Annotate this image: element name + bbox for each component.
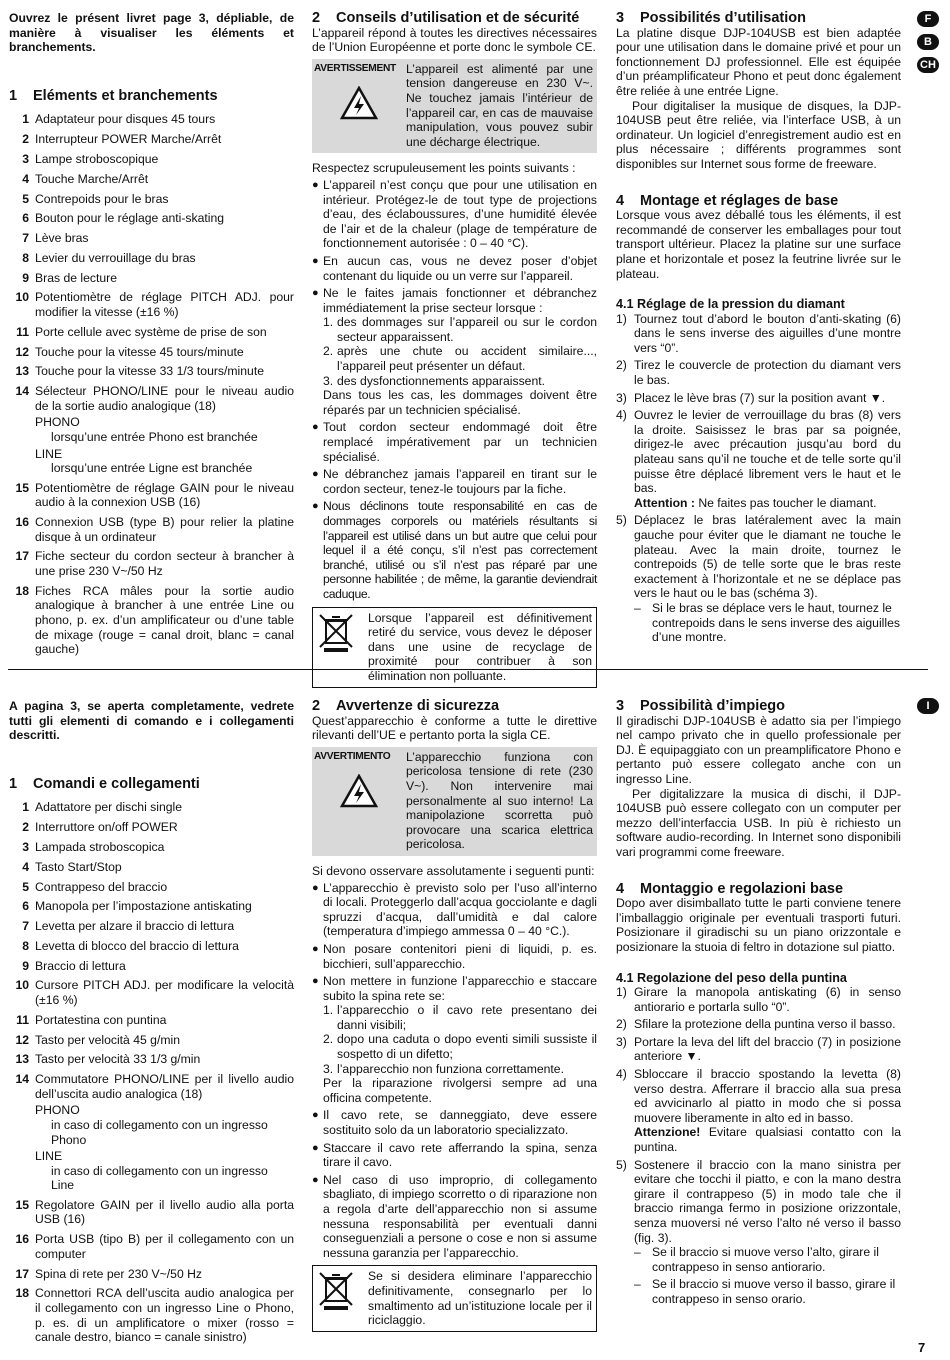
lang-badge-ch: CH	[917, 57, 939, 73]
it-intro: A pagina 3, se aperta completamente, vedrete tutti gli elementi di comando e i collegamenti descritti.	[9, 699, 294, 743]
bullet-icon: ●	[312, 975, 319, 988]
list-item: 9 Bras de lecture	[22, 270, 117, 285]
fr-s3-p2: Pour digitaliser la musique de disques, la DJP-104USB peut être reliée, via l’interface USB, à un ordinateur. Un logiciel d’enregistrement audio est en plus nécessaire ; différents programmes sont disponibles sur Internet sous forme de freeware.	[616, 98, 901, 171]
list-item: 7 Lève bras	[22, 231, 89, 246]
fr-steps	[616, 312, 901, 645]
list-item: 5 Contrappeso del braccio	[22, 879, 168, 894]
bullet-item: ● Nous déclinons toute responsabilité en cas de dommages corporels ou matériels résultants si l’appareil est utilisé dans un but autre que celui pour lequel il a été conçu, s’il n’est pas correctement branché, utilisé ou s’il n’est pas réparé par une personne habilitée ; de même, la garantie deviendrait caduque.	[312, 499, 597, 601]
list-item: 5 Contrepoids pour le bras	[22, 191, 169, 206]
list-item: 17 Fiche secteur du cordon secteur à brancher à une prise 230 V~/50 Hz	[15, 549, 294, 579]
fr-s41-heading: 4.1 Réglage de la pression du diamant	[616, 297, 845, 312]
bullet-item: ● Tout cordon secteur endommagé doit être remplacé impérativement par un technicien spécialisé.	[312, 420, 597, 464]
list-item: 1 Adaptateur pour disques 45 tours	[22, 112, 216, 127]
list-item: 6 Manopola per l’impostazione antiskating	[22, 899, 252, 914]
it-respect: Si devono osservare assolutamente i seguenti punti:	[312, 863, 595, 878]
list-item: 2 Interrupteur POWER Marche/Arrêt	[22, 132, 222, 147]
warning-text: L’apparecchio funziona con pericolosa tensione di rete (230 V~). Non intervenire mai personalmente al suo interno! La manipolazione scorretta può provocare una scarica elettrica pericolosa.	[406, 749, 593, 852]
fr-phono-desc: lorsqu’une entrée Phono est branchée	[51, 429, 258, 444]
it-column-2	[312, 699, 597, 1332]
list-item: 10 Potentiomètre de réglage PITCH ADJ. pour modifier la vitesse (±16 %)	[15, 290, 294, 319]
it-s2-intro: Quest’apparecchio è conforme a tutte le direttive rilevanti dell’UE e pertanto porta la sigla CE.	[312, 713, 597, 743]
fr-section-3-heading: 3 Possibilités d’utilisation	[616, 10, 806, 26]
step-item: 4) Sbloccare il braccio spostando la levetta (8) verso destra. Afferrare il braccio alla sua presa ed avvicinarlo al piatto in modo che si possa muovere liberamente in alto ed in basso. Attenzione! Evitare qualsiasi contatto con la puntina.	[616, 1067, 901, 1155]
it-recycle-box: Se si desidera eliminare l’apparecchio definitivamente, consegnarlo per lo smaltimento ad un’istituzione locale per il riciclaggio.	[312, 1265, 597, 1331]
step-item: 1) Tournez tout d’abord le bouton d’anti-skating (6) dans le sens inverse des aiguilles d’une montre vers “0”.	[616, 311, 901, 355]
step-item: 2) Tirez le couvercle de protection du diamant vers le bas.	[616, 358, 901, 388]
it-column-3	[616, 699, 901, 1307]
list-item: 13 Touche pour la vitesse 33 1/3 tours/minute	[15, 364, 264, 379]
list-item: 6 Bouton pour le réglage anti-skating	[22, 211, 225, 226]
list-item: 11 Portatestina con puntina	[16, 1012, 167, 1027]
bullet-icon: ●	[312, 178, 319, 191]
list-item: 8 Levetta di blocco del braccio di lettura	[22, 938, 239, 953]
fr-warning-box	[312, 59, 597, 154]
list-item: 16 Porta USB (tipo B) per il collegamento con un computer	[15, 1232, 294, 1261]
list-item: 18 Connettori RCA dell’uscita audio analogica per il collegamento con un ingresso Line o Phono, p. es. di un amplificatore o mixer (rosso = canale destro, bianco = canale sinistro)	[15, 1286, 294, 1345]
high-voltage-icon	[340, 774, 378, 808]
fr-line-desc: lorsqu’une entrée Ligne est branchée	[51, 461, 253, 476]
bullet-icon: ●	[312, 1141, 319, 1154]
list-item: 9 Braccio di lettura	[22, 958, 126, 973]
it-section-3-heading: 3 Possibilità d’impiego	[616, 698, 786, 714]
list-item: 10 Cursore PITCH ADJ. per modificare la velocità (±16 %)	[15, 978, 294, 1007]
bullet-item: ● L’appareil n’est conçu que pour une utilisation en intérieur. Protégez-le de tout type de projections d’eau, des éclaboussures, d’une humidité élevée de l’air et de la chaleur (plage de température de fonctionnement autorisée : 0 – 40 °C).	[312, 177, 597, 251]
list-item: 14 Sélecteur PHONO/LINE pour le niveau audio de la sortie audio analogique (18)	[15, 384, 294, 413]
dash-item: – Se il braccio si muove verso l’alto, girare il contrappeso in senso antiorario.	[634, 1245, 879, 1274]
section-divider	[8, 669, 928, 670]
bullet-icon: ●	[312, 881, 319, 894]
fr-s2-intro: L’appareil répond à toutes les directives nécessaires de l’Union Européenne et porte donc le symbole CE.	[312, 25, 597, 55]
it-section-1-heading: 1 Comandi e collegamenti	[9, 775, 200, 792]
bullet-icon: ●	[312, 254, 319, 267]
bullet-item: ● Ne le faites jamais fonctionner et débranchez immédiatement la prise secteur lorsque : 1. des dommages sur l’appareil ou sur le cordon secteur apparaissent. 2. après une chute ou accident similaire..., l’appareil peut présenter un défaut. 3. des dysfonctionnements apparaissent. Dans tous les cas, les dommages doivent être réparés par un technicien spécialisé.	[312, 286, 597, 417]
list-item: 17 Spina di rete per 230 V~/50 Hz	[15, 1266, 203, 1281]
lang-badge-i: I	[917, 698, 939, 714]
it-section-4-heading: 4 Montaggio e regolazioni base	[616, 880, 844, 897]
list-item: 14 Commutatore PHONO/LINE per il livello audio dell’uscita audio analogica (18)	[15, 1072, 294, 1101]
step-item: 1) Girare la manopola antiskating (6) in senso antiorario e portarla sullo “0”.	[616, 985, 901, 1014]
fr-s4-p1: Lorsque vous avez déballé tous les éléments, il est recommandé de conserver les emballages pour tout transport ultérieur. Placez la platine sur une surface plane et horizontale et posez la feutrine livrée sur le plateau.	[616, 208, 901, 281]
fr-column-3	[616, 11, 901, 645]
fr-column-1	[9, 11, 294, 662]
fr-section-2-heading: 2 Conseils d’utilisation et de sécurité	[312, 10, 580, 26]
bullet-item: ● Non posare contenitori pieni di liquidi, p. es. bicchieri, sull’apparecchio.	[312, 941, 597, 971]
list-item: 13 Tasto per velocità 33 1/3 g/min	[15, 1052, 201, 1067]
list-item: 1 Adattatore per dischi single	[22, 800, 183, 815]
warning-text: L’appareil est alimenté par une tension dangereuse en 230 V~. Ne touchez jamais l’intérieur de l’appareil car, en cas de mauvaise manipulation, vous pouvez subir une décharge électrique.	[406, 61, 593, 149]
fr-recycle-box: Lorsque l’appareil est définitivement retiré du service, vous devez le déposer dans une usine de recyclage de proximité pour contribuer à son élimination non polluante.	[312, 607, 597, 688]
page-number: 7	[918, 1340, 926, 1355]
it-line-label: LINE	[35, 1149, 63, 1164]
dash-item: – Si le bras se déplace vers le haut, tournez le contrepoids dans le sens inverse des aiguilles d’une montre.	[634, 600, 900, 645]
list-item: 4 Tasto Start/Stop	[22, 859, 122, 874]
fr-phono-label: PHONO	[35, 415, 80, 430]
list-item: 8 Levier du verrouillage du bras	[22, 250, 196, 265]
fr-line-label: LINE	[35, 446, 63, 461]
list-item: 3 Lampada stroboscopica	[22, 839, 165, 854]
bullet-item: ● Nel caso di uso improprio, di collegamento sbagliato, di impiego scorretto o di riparazione non a regola d’arte dell’apparecchio non si assume nessuna responsabilità per eventuali danni conseguenziali a persone o cose e non si assume nessuna garanzia per l’apparecchio.	[312, 1172, 597, 1260]
step-item: 3) Portare la leva del lift del braccio (7) in posizione anteriore ▼.	[616, 1034, 901, 1064]
it-phono-desc: in caso di collegamento con un ingresso Phono	[51, 1117, 268, 1147]
it-phono-label: PHONO	[35, 1103, 80, 1118]
bullet-item: ● En aucun cas, vous ne devez poser d’objet contenant du liquide ou un verre sur l’appareil.	[312, 253, 597, 283]
list-item: 4 Touche Marche/Arrêt	[22, 171, 149, 186]
list-item: 16 Connexion USB (type B) pour relier la platine disque à un ordinateur	[15, 515, 294, 544]
bullet-item: ● Non mettere in funzione l’apparecchio e staccare subito la spina rete se: 1. l’apparecchio o il cavo rete presentano dei danni visibili; 2. dopo una caduta o dopo eventi simili sussiste il sospetto di un difetto; 3. l’apparecchio non funziona correttamente. Per la riparazione rivolgersi sempre ad una officina competente.	[312, 974, 597, 1105]
recycle-bin-icon	[316, 1269, 368, 1327]
list-item: 2 Interruttore on/off POWER	[22, 820, 178, 835]
fr-section-4-heading: 4 Montage et réglages de base	[616, 192, 839, 209]
warning-label: AVVERTIMENTO	[314, 750, 406, 852]
list-item: 12 Tasto per velocità 45 g/min	[15, 1032, 180, 1047]
bullet-item: ● Ne débranchez jamais l’appareil en tirant sur le cordon secteur, tenez-le toujours par la fiche.	[312, 467, 597, 496]
it-s3-p1: Il giradischi DJP-104USB è adatto sia per l’impiego nel campo privato che in quello professionale per DJ. È equipaggiato con un preamplificatore Phono e pertanto può essere collegato anche con un ingresso Line.	[616, 713, 901, 786]
bullet-icon: ●	[312, 287, 319, 300]
it-s41-heading: 4.1 Regolazione del peso della puntina	[616, 970, 847, 985]
bullet-icon: ●	[312, 942, 319, 955]
bullet-item: ● Staccare il cavo rete afferrando la spina, senza tirare il cavo.	[312, 1140, 597, 1170]
list-item: 11 Porte cellule avec système de prise de son	[16, 324, 267, 339]
lang-badge-f: F	[917, 11, 939, 27]
it-s3-p2: Per digitalizzare la musica di dischi, il DJP-104USB può essere collegato con un computer per mezzo dell’interfaccia USB. In più è richiesto un software audio-recording. In Internet sono disponibili vari programmi come freeware.	[616, 786, 901, 859]
fr-s3-p1: La platine disque DJP-104USB est bien adaptée pour une utilisation dans le domaine privé et pour un fonctionnement DJ professionnel. Elle est équipée d’un préamplificateur Phono et peut donc également être reliée à une entrée Ligne.	[616, 25, 901, 98]
bullet-icon: ●	[312, 1109, 319, 1122]
list-item: 18 Fiches RCA mâles pour la sortie audio analogique à brancher à une entrée Line ou phono, p. ex. d’un amplificateur ou d’une table de mixage (rouge = canal droit, blanc = canal gauche)	[15, 583, 294, 657]
list-item: 12 Touche pour la vitesse 45 tours/minute	[15, 344, 244, 359]
step-item: 3) Placez le lève bras (7) sur la position avant ▼.	[616, 390, 886, 405]
list-item: 7 Levetta per alzare il braccio di lettura	[22, 919, 235, 934]
it-warning-box	[312, 747, 597, 856]
step-item: 5) Déplacez le bras latéralement avec la main gauche pour éviter que le diamant ne touche le plateau. Avec la main droite, tournez le contrepoids (5) de telle sorte que le bras reste exactement à l’horizontale et ne se déplace pas vers le haut ou le bas (schéma 3).	[616, 513, 901, 601]
bullet-icon: ●	[312, 1173, 319, 1186]
it-section-2-heading: 2 Avvertenze di sicurezza	[312, 698, 500, 714]
it-column-1	[9, 699, 294, 1350]
list-item: 3 Lampe stroboscopique	[22, 151, 159, 166]
it-line-desc: in caso di collegamento con un ingresso Line	[51, 1163, 268, 1193]
step-item: 2) Sfilare la protezione della puntina verso il basso.	[616, 1017, 896, 1032]
fr-respect: Respectez scrupuleusement les points suivants :	[312, 161, 576, 176]
bullet-icon: ●	[312, 500, 319, 513]
dash-item: – Se il braccio si muove verso il basso, girare il contrappeso in senso orario.	[634, 1277, 896, 1306]
list-item: 15 Regolatore GAIN per il livello audio alla porta USB (16)	[15, 1197, 294, 1227]
lang-badge-b: B	[917, 34, 939, 50]
fr-intro: Ouvrez le présent livret page 3, dépliable, de manière à visualiser les éléments et branchements.	[9, 11, 294, 55]
it-s4-p1: Dopo aver disimballato tutte le parti conviene tenere l’imballaggio originale per eventuali trasporti futuri. Posizionare il giradischi su un piano orizzontale e posizionare la stuoia di feltro in dotazione sul piatto.	[616, 896, 901, 954]
step-item: 4) Ouvrez le levier de verrouillage du bras (8) vers la droite. Saisissez le bras par sa poignée, dirigez-le avec précaution jusqu’au bord du plateau sans qu’il ne touche et de telle sorte qu’il puisse être déplacé librement vers le haut et le bas. Attention : Ne faites pas toucher le diamant.	[616, 408, 901, 510]
bullet-item: ● Il cavo rete, se danneggiato, deve essere sostituito solo da un laboratorio specializzato.	[312, 1108, 597, 1138]
list-item: 15 Potentiomètre de réglage GAIN pour le niveau audio à la connexion USB (16)	[15, 480, 294, 510]
bullet-item: ● L’apparecchio è previsto solo per l’uso all’interno di locali. Proteggerlo dall’acqua gocciolante e dagli spruzzi d’acqua, dall’umidità e dal calore (temperatura d’impiego ammessa 0 – 40 °C.).	[312, 880, 597, 939]
it-steps	[616, 985, 901, 1306]
fr-section-1-heading: 1 Eléments et branchements	[9, 87, 218, 104]
bullet-icon: ●	[312, 468, 319, 481]
warning-label: AVERTISSEMENT	[314, 62, 406, 150]
bullet-icon: ●	[312, 421, 319, 434]
fr-column-2	[312, 11, 597, 688]
high-voltage-icon	[340, 86, 378, 120]
recycle-bin-icon	[316, 611, 368, 684]
step-item: 5) Sostenere il braccio con la mano sinistra per evitare che tocchi il piatto, e con la mano destra girare il contrappeso (5) in modo tale che il braccio rimanga fermo in posizione orizzontale, senza muoversi né verso l’alto né verso il basso (fig. 3).	[616, 1157, 901, 1245]
